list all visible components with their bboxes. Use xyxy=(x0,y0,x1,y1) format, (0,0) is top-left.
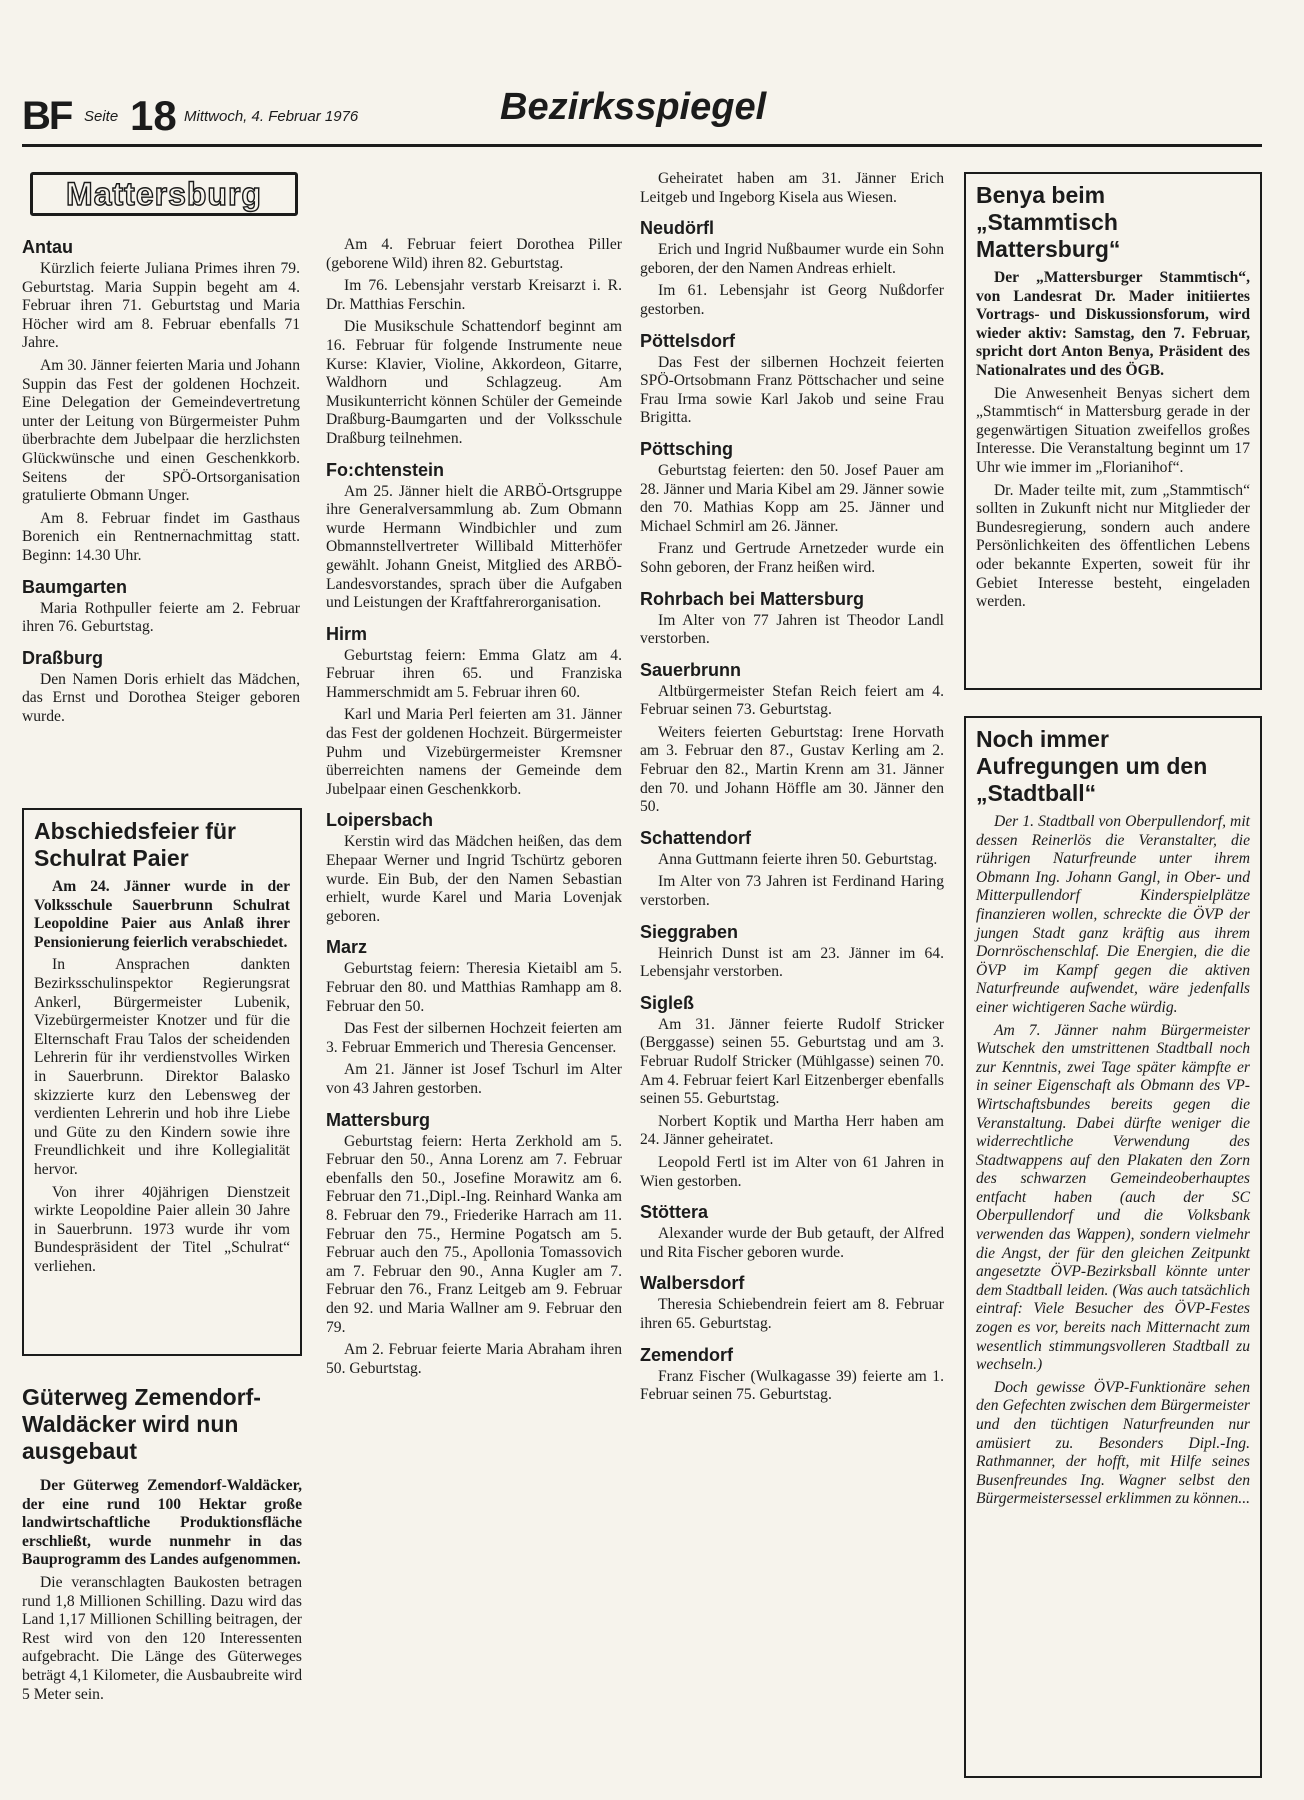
section-heading-marz: Marz xyxy=(326,937,368,958)
section-heading-poettsching: Pöttsching xyxy=(640,438,733,459)
section-heading-baumgarten: Baumgarten xyxy=(22,576,128,597)
article-paragraph: Das Fest der silbernen Hochzeit feierten am 3. Februar Emmerich und Theresia Gencenser. xyxy=(326,1020,622,1056)
article-paragraph: Alexander wurde der Bub getauft, der Alfred und Rita Fischer geboren wurde. xyxy=(640,1225,944,1261)
page-header xyxy=(22,86,1262,142)
section-heading-antau: Antau xyxy=(22,237,73,257)
section-heading-rohrbach: Rohrbach bei Mattersburg xyxy=(640,588,865,609)
article-paragraph: Im Alter von 77 Jahren ist Theodor Landl verstorben. xyxy=(640,611,944,648)
article-paragraph: Franz Fischer (Wulkagasse 39) feierte am 1. Februar seinen 75. Geburtstag. xyxy=(640,1367,944,1404)
page-number: 18 xyxy=(130,92,177,139)
column-2 xyxy=(326,236,622,1382)
article-title: Abschiedsfeier für Schulrat Paier xyxy=(34,818,236,871)
article-paragraph: Geburtstag feiern: Theresia Kietaibl am 5. Februar den 80. und Matthias Ramhapp am 8. Februar den 50. xyxy=(326,960,622,1015)
section-heading-hirm: Hirm xyxy=(326,623,368,644)
article-title: Benya beim „Stammtisch Mattersburg“ xyxy=(976,182,1121,262)
article-paragraph: Geburtstag feiern: Emma Glatz am 4. Februar ihren 65. und Franziska Hammerschmidt am 5. Februar ihren 60. xyxy=(326,646,622,701)
article-paragraph: Am 7. Jänner nahm Bürgermeister Wutschek den umstrittenen Stadtball noch zur Kenntnis, zwei Tage später kämpfte er in seiner Eigenschaft als Obmann des VP-Wirtschaftsbundes bereits gegen die Veranstaltung. Dabei dürfte weniger die widerrechtliche Verwendung des Stadtwappens auf den Plakaten den Zorn des schwarzen Gemeindeoberhauptes entfacht haben (auch der SC Oberpullendorf und die Volksbank verwenden das Wappen), sondern vielmehr die Angst, der für den gleichen Zeitpunkt angesetzte ÖVP-Bezirksball könnte unter dem Stadtball leiden. (Was auch tatsächlich eintraf: Viele Besucher des ÖVP-Festes zogen es vor, bereits nach Mitternacht zum wesentlich stimmungsvolleren Stadtball zu wechseln.) xyxy=(976,1021,1250,1374)
article-paragraph: Am 25. Jänner hielt die ARBÖ-Ortsgruppe ihre Generalversammlung ab. Zum Obmann wurde Hermann Windbichler und zum Obmannstellvertreter Willibald Mitterhöfer gewählt. Johann Gneist, Mitglied des ARBÖ-Landesvorstandes, sprach über die Aufgaben und Leistungen der Kraftfahrerorganisation. xyxy=(326,482,622,612)
article-paragraph: Maria Rothpuller feierte am 2. Februar ihren 76. Geburtstag. xyxy=(22,599,300,636)
section-heading-schattendorf: Schattendorf xyxy=(640,827,752,848)
section-heading-sauerbrunn: Sauerbrunn xyxy=(640,659,742,680)
article-paragraph: Karl und Maria Perl feierten am 31. Jänner das Fest der goldenen Hochzeit. Bürgermeister Puhm und Vizebürgermeister Kremsner überreichten namens der Gemeinde dem Jubelpaar einen Geschenkkorb. xyxy=(326,706,622,798)
newspaper-logo: BF xyxy=(22,94,72,138)
article-paragraph: Am 2. Februar feierte Maria Abraham ihren 50. Geburtstag. xyxy=(326,1341,622,1377)
article-paragraph: Theresia Schiebendrein feiert am 8. Februar ihren 65. Geburtstag. xyxy=(640,1296,944,1332)
article-paragraph: Im Alter von 73 Jahren ist Ferdinand Haring verstorben. xyxy=(640,873,944,910)
section-heading-forchtenstein: Fo:chtenstein xyxy=(326,459,445,480)
column-3 xyxy=(640,170,944,1409)
article-paragraph: Der 1. Stadtball von Oberpullendorf, mit dessen Reinerlös die Veranstalter, die rührigen Naturfreunde unter ihrem Obmann Ing. Johann Gangl, in Ober- und Mitterpullendorf Kinderspielplätze finanzieren wollen, schreckte die ÖVP der jungen Stadt ganz kräftig aus ihrem Dornröschenschlaf. Die Energien, die die ÖVP im Kampf gegen die aktiven Naturfreunde aufwendet, wäre jedenfalls einer wichtigeren Sache würdig. xyxy=(976,813,1250,1016)
article-paragraph: Geburtstag feierten: den 50. Josef Pauer am 28. Jänner und Maria Kibel am 29. Jänner sowie den 70. Mathias Kopp am 25. Jänner und Michael Schmirl am 26. Jänner. xyxy=(640,461,944,535)
article-box-abschiedsfeier xyxy=(22,808,302,1356)
section-heading-poettelsdorf: Pöttelsdorf xyxy=(640,330,736,351)
article-paragraph: Doch gewisse ÖVP-Funktionäre sehen den Gefechten zwischen dem Bürgermeister und den tüchtigen Naturfreunden nur amüsiert zu. Besonders Dipl.-Ing. Rathmanner, der hofft, mit Hilfe seines Busenfreundes Ing. Wagner selbst den Bürgermeistersessel erklimmen zu können... xyxy=(976,1378,1250,1508)
article-paragraph: Norbert Koptik und Martha Herr haben am 24. Jänner geheiratet. xyxy=(640,1112,944,1149)
article-paragraph: Am 21. Jänner ist Josef Tschurl im Alter von 43 Jahren gestorben. xyxy=(326,1061,622,1097)
article-box-benya xyxy=(964,172,1262,690)
article-paragraph: Von ihrer 40jährigen Dienstzeit wirkte Leopoldine Paier allein 30 Jahre in Sauerbrunn. 1973 wurde ihr vom Bundespräsident der Titel „Schulrat“ verliehen. xyxy=(34,1183,290,1275)
article-paragraph: Die Anwesenheit Benyas sichert dem „Stammtisch“ in Mattersburg gerade in der gegenwärtigen Situation zweifellos großes Interesse. Die Veranstaltung beginnt um 17 Uhr wie immer im „Florianihof“. xyxy=(976,384,1250,476)
district-masthead: Mattersburg xyxy=(30,172,298,216)
article-paragraph: Das Fest der silbernen Hochzeit feierten SPÖ-Ortsobmann Franz Pöttschacher und seine Frau Irma sowie Karl Jakob und seine Frau Brigitta. xyxy=(640,353,944,427)
section-heading-loipersbach: Loipersbach xyxy=(326,810,434,831)
article-lead: Der „Mattersburger Stammtisch“, von Landesrat Dr. Mader initiiertes Vortrags- und Diskussionsforum, wird wieder aktiv: Samstag, den 7. Februar, spricht dort Anton Benya, Präsident des Nationalrates und des ÖGB. xyxy=(976,269,1250,379)
issue-date: Mittwoch, 4. Februar 1976 xyxy=(184,108,359,125)
section-heading-zemendorf: Zemendorf xyxy=(640,1344,734,1365)
article-paragraph: Anna Guttmann feierte ihren 50. Geburtstag. xyxy=(658,850,938,868)
article-paragraph: Weiters feierten Geburtstag: Irene Horvath am 3. Februar den 87., Gustav Kerling am 2. Februar den 82., Martin Krenn am 31. Jänner den 70. und Johann Höffle am 30. Jänner den 50. xyxy=(640,723,944,816)
article-lead: Der Güterweg Zemendorf-Waldäcker, der eine rund 100 Hektar große landwirtschaftliche Produktionsfläche erschließt, wurde nunmehr in das Bauprogramm des Landes aufgenommen. xyxy=(22,1477,302,1569)
article-paragraph: Die Musikschule Schattendorf beginnt am 16. Februar für folgende Instrumente neue Kurse: Klavier, Violine, Akkordeon, Gitarre, Waldhorn und Schlagzeug. Am Musikunterricht können Schüler der Gemeinde Draßburg-Baumgarten und der Volksschule Draßburg teilnehmen. xyxy=(326,318,622,447)
section-heading-drassburg: Draßburg xyxy=(22,647,103,668)
article-paragraph: Am 4. Februar feiert Dorothea Piller (geborene Wild) ihren 82. Geburtstag. xyxy=(326,236,622,272)
article-paragraph: Am 31. Jänner feierte Rudolf Stricker (Berggasse) seinen 55. Geburtstag und am 3. Februar Rudolf Stricker (Mühlgasse) seinen 70. Am 4. Februar feiert Karl Eitzenberger ebenfalls seinen 55. Geburtstag. xyxy=(640,1015,944,1108)
article-box-stadtball xyxy=(964,716,1262,1778)
article-paragraph: Im 76. Lebensjahr verstarb Kreisarzt i. R. Dr. Matthias Ferschin. xyxy=(326,277,622,313)
column-1 xyxy=(22,236,300,730)
section-heading-sigless: Sigleß xyxy=(640,992,695,1013)
section-title: Bezirksspiegel xyxy=(500,86,767,128)
article-lead: Am 24. Jänner wurde in der Volksschule Sauerbrunn Schulrat Leopoldine Paier aus Anlaß ihrer Pensionierung feierlich verabschiedet. xyxy=(34,878,290,951)
article-title: Güterweg Zemendorf-Waldäcker wird nun ausgebaut xyxy=(22,1384,261,1464)
article-paragraph: Die veranschlagten Baukosten betragen rund 1,8 Millionen Schilling. Dazu wird das Land 1,17 Millionen Schilling beitragen, der Rest wird von den 120 Interessenten aufgebracht. Die Länge des Güterweges beträgt 4,1 Kilometer, die Ausbaubreite wird 5 Meter sein. xyxy=(22,1573,302,1703)
section-heading-walbersdorf: Walbersdorf xyxy=(640,1273,745,1294)
section-heading-sieggraben: Sieggraben xyxy=(640,921,739,942)
article-paragraph: Am 30. Jänner feierten Maria und Johann Suppin das Fest der goldenen Hochzeit. Eine Delegation der Gemeindevertretung unter der Leitung von Bürgermeister Puhm überbrachte dem Jubelpaar die herzlichsten Glückwünsche und einen Geschenkkorb. Seitens der SPÖ-Ortsorganisation gratulierte Obmann Unger. xyxy=(22,356,300,505)
article-title: Noch immer Aufregungen um den „Stadtball“ xyxy=(976,726,1208,806)
article-paragraph: Dr. Mader teilte mit, zum „Stammtisch“ sollten in Zukunft nicht nur Mitglieder der Bundesregierung, sondern auch andere Persönlichkeiten des öffentlichen Lebens oder bekannte Experten, soweit für ihr Gebiet Interesse besteht, eingeladen werden. xyxy=(976,481,1250,611)
section-heading-mattersburg: Mattersburg xyxy=(326,1109,431,1130)
article-paragraph: Geheiratet haben am 31. Jänner Erich Leitgeb und Ingeborg Kisela aus Wiesen. xyxy=(640,170,944,206)
section-heading-stoettera: Stöttera xyxy=(640,1202,709,1223)
header-divider xyxy=(22,144,1262,147)
article-paragraph: Am 8. Februar findet im Gasthaus Borenich ein Rentnernachmittag statt. Beginn: 14.30 Uhr. xyxy=(22,509,300,564)
article-paragraph: In Ansprachen dankten Bezirksschulinspektor Regierungsrat Ankerl, Bürgermeister Lubenik, Vizebürgermeister Knotzer und für die Elternschaft Frau Talos der scheidenden Lehrerin für ihr verdienstvolles Wirken in Sauerbrunn. Direktor Balasko skizzierte kurz den Lebensweg der verdienten Lehrerin und hob ihre Liebe und Güte zu den Kindern sowie ihre Freundlichkeit und ihre Kollegialität hervor. xyxy=(34,956,290,1178)
section-heading-neudoerfl: Neudörfl xyxy=(640,218,714,239)
article-paragraph: Leopold Fertl ist im Alter von 61 Jahren in Wien gestorben. xyxy=(640,1153,944,1190)
page-label: Seite xyxy=(84,108,119,125)
article-paragraph: Franz und Gertrude Arnetzeder wurde ein Sohn geboren, der Franz heißen wird. xyxy=(640,540,944,576)
article-paragraph: Altbürgermeister Stefan Reich feiert am 4. Februar seinen 73. Geburtstag. xyxy=(640,682,944,719)
article-gueterweg xyxy=(22,1384,302,1708)
article-paragraph: Im 61. Lebensjahr ist Georg Nußdorfer gestorben. xyxy=(640,282,944,318)
article-paragraph: Kürzlich feierte Juliana Primes ihren 79. Geburtstag. Maria Suppin begeht am 4. Februar ihren 71. Geburtstag und Maria Höcher wird am 8. Februar ebenfalls 71 Jahre. xyxy=(22,260,300,352)
article-paragraph: Kerstin wird das Mädchen heißen, das dem Ehepaar Werner und Ingrid Tschürtz geboren wurde. Ein Bub, der den Namen Sebastian erhielt, wurde Karel und Maria Lovenjak geboren. xyxy=(326,833,622,925)
article-paragraph: Geburtstag feiern: Herta Zerkhold am 5. Februar den 50., Anna Lorenz am 7. Februar ebenfalls den 50., Josefine Morawitz am 6. Februar den 71.,Dipl.-Ing. Reinhard Wanka am 8. Februar den 79., Friederike Harrach am 11. Februar den 75., Hermine Pogatsch am 5. Februar auch den 75., Apollonia Tomassovich am 7. Februar den 90., Anna Kugler am 7. Februar den 76., Franz Leitgeb am 9. Februar den 92. und Maria Wallner am 9. Februar den 79. xyxy=(326,1132,622,1336)
article-paragraph: Erich und Ingrid Nußbaumer wurde ein Sohn geboren, der den Namen Andreas erhielt. xyxy=(640,241,944,277)
article-paragraph: Den Namen Doris erhielt das Mädchen, das Ernst und Dorothea Steiger geboren wurde. xyxy=(22,670,300,725)
article-paragraph: Heinrich Dunst ist am 23. Jänner im 64. Lebensjahr verstorben. xyxy=(640,944,944,981)
